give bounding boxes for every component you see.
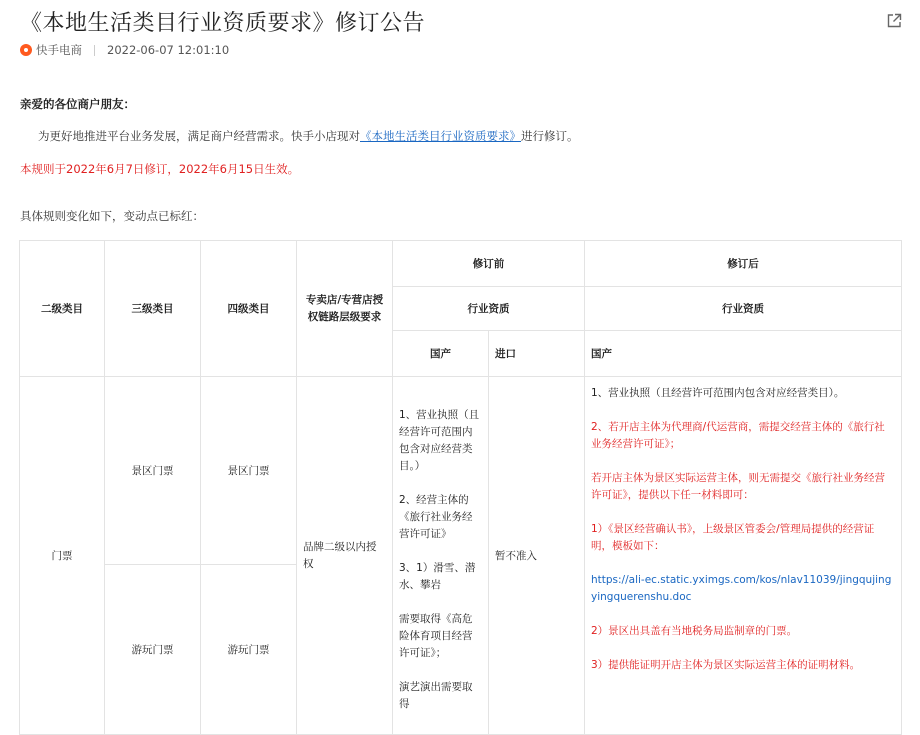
- rules-link[interactable]: 《本地生活类目行业资质要求》: [360, 129, 521, 143]
- page-title: 《本地生活类目行业资质要求》修订公告: [20, 11, 426, 36]
- template-url-link[interactable]: https://ali-ec.static.yximgs.com/kos/nlav11039/jingqujingyingquerenshu.doc: [591, 574, 892, 603]
- para-prefix: 为更好地推进平台业务发展，满足商户经营需求。快手小店现对: [38, 129, 360, 143]
- before-item: 需要取得《高危险体育项目经营许可证》；: [399, 613, 473, 659]
- cell-domestic-before: [393, 377, 489, 735]
- para-suffix: 进行修订。: [521, 129, 579, 143]
- header-import-before: 进口: [489, 331, 585, 377]
- before-item: 1、营业执照（且经营许可范围内包含对应经营类目。）: [399, 409, 480, 472]
- kuaishou-logo-icon: [20, 44, 32, 56]
- after-item: 若开店主体为景区实际运营主体，则无需提交《旅行社业务经营许可证》，提供以下任一材料即可：: [591, 472, 885, 501]
- rules-table: [19, 240, 902, 735]
- after-item: 2）景区出具盖有当地税务局监制章的门票。: [591, 625, 798, 637]
- before-item: 2、经营主体的《旅行社业务经营许可证》: [399, 494, 473, 540]
- cell-domestic-after: [585, 377, 902, 735]
- table-row: [20, 377, 902, 565]
- article-meta: [20, 42, 229, 58]
- before-item: 演艺演出需要取得: [399, 681, 473, 710]
- header-domestic-after: 国产: [585, 331, 902, 377]
- header-after: 修订后: [585, 241, 902, 287]
- cell-level3: 景区门票: [105, 377, 201, 565]
- external-link-icon[interactable]: [886, 13, 902, 29]
- cell-auth: 品牌二级以内授权: [297, 377, 393, 735]
- divider: [94, 45, 95, 56]
- greeting: 亲爱的各位商户朋友：: [20, 97, 135, 111]
- header-qual-after: 行业资质: [585, 287, 902, 331]
- cell-level3: 游玩门票: [105, 565, 201, 735]
- header-qual-before: 行业资质: [393, 287, 585, 331]
- after-item: 1）《景区经营确认书》，上级景区管委会/管理局提供的经营证明，模板如下：: [591, 523, 875, 552]
- header-auth: 专卖店/专营店授权链路层级要求: [297, 241, 393, 377]
- cell-level4: 景区门票: [201, 377, 297, 565]
- effective-date-note: 本规则于2022年6月7日修订，2022年6月15日生效。: [20, 162, 300, 176]
- after-item: 3）提供能证明开店主体为景区实际运营主体的证明材料。: [591, 659, 861, 671]
- after-item: 2、若开店主体为代理商/代运营商，需提交经营主体的《旅行社业务经营许可证》；: [591, 421, 885, 450]
- header-before: 修订前: [393, 241, 585, 287]
- before-item: 3、1）滑雪、潜水、攀岩: [399, 562, 476, 591]
- header-level2: 二级类目: [20, 241, 105, 377]
- intro-paragraph: [38, 128, 579, 144]
- changes-intro: 具体规则变化如下，变动点已标红：: [20, 209, 204, 223]
- after-item: 1、营业执照（且经营许可范围内包含对应经营类目）。: [591, 387, 845, 399]
- cell-level2: 门票: [20, 377, 105, 735]
- cell-level4: 游玩门票: [201, 565, 297, 735]
- source-label[interactable]: 快手电商: [36, 43, 82, 57]
- header-domestic-before: 国产: [393, 331, 489, 377]
- header-level3: 三级类目: [105, 241, 201, 377]
- header-level4: 四级类目: [201, 241, 297, 377]
- cell-import-before: 暂不准入: [489, 377, 585, 735]
- timestamp: 2022-06-07 12:01:10: [107, 43, 230, 57]
